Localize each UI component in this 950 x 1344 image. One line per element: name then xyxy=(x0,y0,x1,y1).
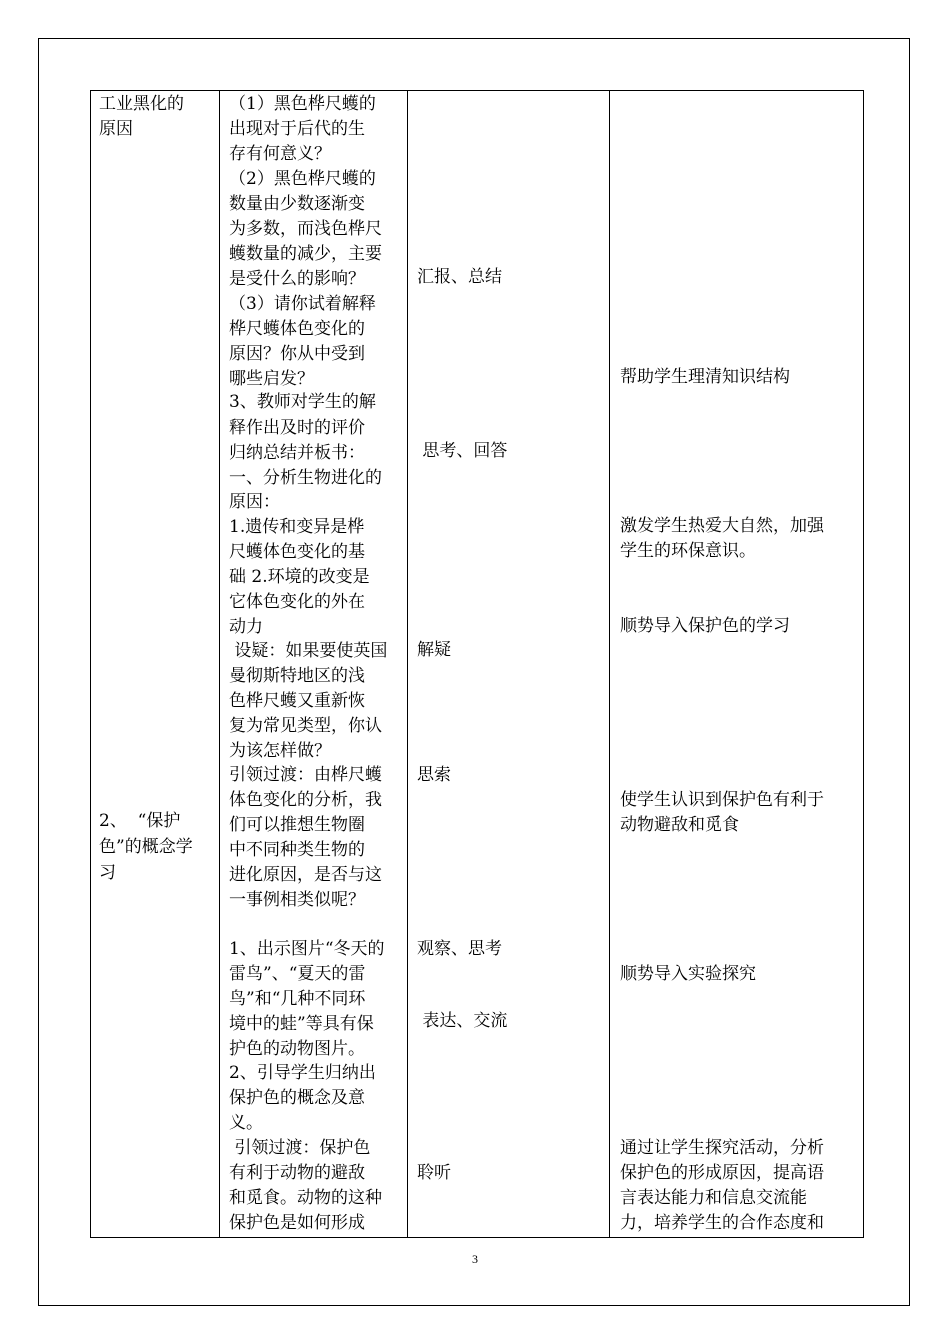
cell-line: 和觅食。动物的这种 xyxy=(229,1188,382,1208)
cell-line: 尺蠖体色变化的基 xyxy=(229,542,365,562)
cell-line: 中不同种类生物的 xyxy=(229,840,365,860)
cell-line: 3、教师对学生的解 xyxy=(229,392,376,412)
cell-line: 进化原因，是否与这 xyxy=(229,865,382,885)
cell-line: 激发学生热爱大自然，加强 xyxy=(620,516,824,536)
cell-line: 曼彻斯特地区的浅 xyxy=(229,666,365,686)
cell-line: 引领过渡：保护色 xyxy=(229,1138,371,1158)
cell-line: 言表达能力和信息交流能 xyxy=(620,1188,807,1208)
cell-line: 习 xyxy=(99,863,116,883)
cell-line: 动物避敌和觅食 xyxy=(620,815,739,835)
cell-line: 保护色的概念及意 xyxy=(229,1088,365,1108)
cell-line: 动力 xyxy=(229,617,263,637)
table-row xyxy=(91,91,864,1238)
cell-line: 体色变化的分析，我 xyxy=(229,790,382,810)
student-activity-column xyxy=(408,91,610,1238)
cell-line: 原因？你从中受到 xyxy=(229,344,365,364)
content-column xyxy=(91,91,220,1238)
cell-line: 聆听 xyxy=(417,1163,451,1183)
cell-line: 出现对于后代的生 xyxy=(229,119,365,139)
cell-line: 为多数，而浅色桦尺 xyxy=(229,219,382,239)
cell-line: 观察、思考 xyxy=(417,939,502,959)
cell-line: 原因： xyxy=(229,492,280,512)
cell-line: 鸟”和“几种不同环 xyxy=(229,989,366,1009)
cell-line: 义。 xyxy=(229,1113,263,1133)
cell-line: 境中的蛙”等具有保 xyxy=(229,1014,374,1034)
cell-line: 数量由少数逐渐变 xyxy=(229,194,365,214)
cell-line: 雷鸟”、“夏天的雷 xyxy=(229,964,366,984)
cell-line: 工业黑化的 xyxy=(99,94,184,114)
cell-line: 释作出及时的评价 xyxy=(229,418,365,438)
cell-line: 汇报、总结 xyxy=(417,267,502,287)
cell-line: 设疑：如果要使英国 xyxy=(229,641,388,661)
cell-line: 存有何意义？ xyxy=(229,144,331,164)
lesson-plan-table xyxy=(90,90,864,1238)
cell-line: 复为常见类型，你认 xyxy=(229,716,382,736)
cell-line: 力，培养学生的合作态度和 xyxy=(620,1213,824,1233)
cell-line: 哪些启发？ xyxy=(229,369,314,389)
cell-line: （3）请你试着解释 xyxy=(229,294,376,314)
cell-line: 1、出示图片“冬天的 xyxy=(229,939,385,959)
page-number: 3 xyxy=(472,1252,478,1266)
cell-line: （2）黑色桦尺蠖的 xyxy=(229,169,376,189)
cell-line: 是受什么的影响？ xyxy=(229,269,365,289)
cell-line: 一事例相类似呢？ xyxy=(229,890,365,910)
cell-line: 帮助学生理清知识结构 xyxy=(620,367,790,387)
cell-line: 思考、回答 xyxy=(417,441,508,461)
cell-line: 色”的概念学 xyxy=(99,837,193,857)
cell-line: 原因 xyxy=(99,119,133,139)
cell-line: 2、引导学生归纳出 xyxy=(229,1063,376,1083)
cell-line: 蠖数量的减少，主要 xyxy=(229,244,382,264)
design-intent-column xyxy=(610,91,864,1238)
cell-line: 归纳总结并板书： xyxy=(229,443,365,463)
cell-line: 为该怎样做？ xyxy=(229,741,331,761)
cell-line: （1）黑色桦尺蠖的 xyxy=(229,94,376,114)
cell-line: 通过让学生探究活动，分析 xyxy=(620,1138,824,1158)
cell-line: 2、 “保护 xyxy=(99,811,181,831)
cell-line: 使学生认识到保护色有利于 xyxy=(620,790,824,810)
cell-line: 有利于动物的避敌 xyxy=(229,1163,365,1183)
cell-line: 色桦尺蠖又重新恢 xyxy=(229,691,365,711)
cell-line: 们可以推想生物圈 xyxy=(229,815,365,835)
cell-line: 顺势导入实验探究 xyxy=(620,964,756,984)
cell-line: 保护色的形成原因，提高语 xyxy=(620,1163,824,1183)
cell-line: 护色的动物图片。 xyxy=(229,1039,365,1059)
cell-line: 解疑 xyxy=(417,640,451,660)
cell-line: 桦尺蠖体色变化的 xyxy=(229,319,365,339)
cell-line: 思索 xyxy=(417,765,451,785)
cell-line: 1.遗传和变异是桦 xyxy=(229,517,365,537)
teacher-activity-column xyxy=(220,91,408,1238)
cell-line: 顺势导入保护色的学习 xyxy=(620,616,790,636)
cell-line: 它体色变化的外在 xyxy=(229,592,365,612)
cell-line: 表达、交流 xyxy=(417,1011,508,1031)
cell-line: 础 2.环境的改变是 xyxy=(229,567,370,587)
cell-line: 保护色是如何形成 xyxy=(229,1213,365,1233)
cell-line: 学生的环保意识。 xyxy=(620,541,756,561)
cell-line: 引领过渡：由桦尺蠖 xyxy=(229,765,382,785)
cell-line: 一、分析生物进化的 xyxy=(229,468,382,488)
